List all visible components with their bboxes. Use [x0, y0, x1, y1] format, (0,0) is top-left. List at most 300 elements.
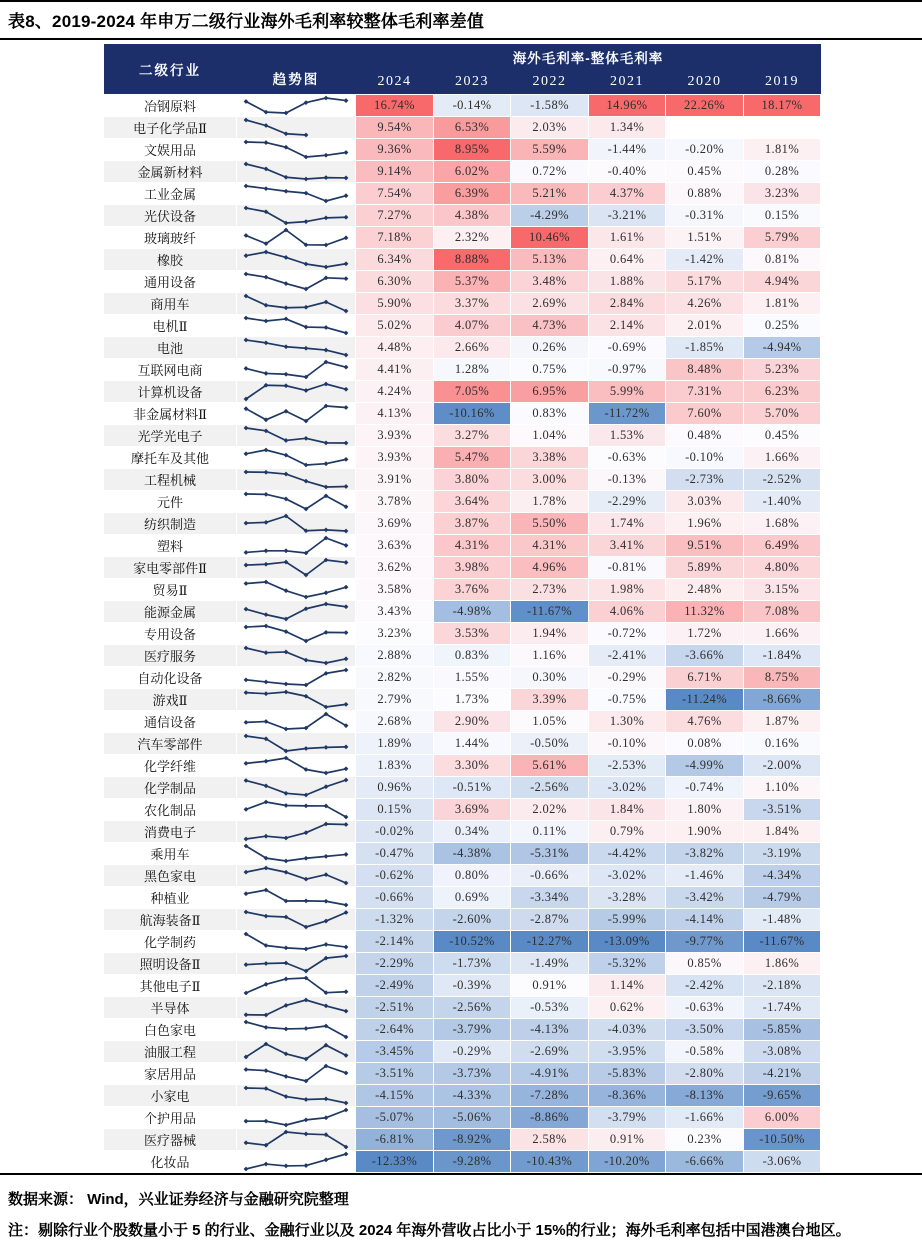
value-cell: -0.51%	[434, 777, 511, 799]
trend-sparkline	[240, 491, 352, 512]
value-cell: 0.26%	[511, 337, 589, 359]
overseas-margin-table	[103, 44, 821, 1173]
trend-cell	[237, 931, 356, 953]
sparkline-path	[246, 692, 346, 707]
value-cell: -12.27%	[511, 931, 589, 953]
value-cell: -2.53%	[589, 755, 666, 777]
value-cell: 6.30%	[356, 271, 434, 293]
value-cell: -4.38%	[434, 843, 511, 865]
value-cell: -10.50%	[744, 1129, 821, 1151]
table-row	[104, 689, 821, 711]
value-cell: -0.50%	[511, 733, 589, 755]
table-row	[104, 491, 821, 513]
trend-sparkline	[240, 1151, 352, 1172]
trend-sparkline	[240, 1107, 352, 1128]
value-cell: -3.19%	[744, 843, 821, 865]
value-cell: -2.41%	[589, 645, 666, 667]
value-cell: 2.88%	[356, 645, 434, 667]
value-cell: -8.92%	[434, 1129, 511, 1151]
sparkline-path	[246, 780, 346, 795]
value-cell: -4.13%	[511, 1019, 589, 1041]
trend-cell	[237, 689, 356, 711]
trend-cell	[237, 95, 356, 117]
industry-cell: 光伏设备	[104, 205, 237, 227]
industry-cell: 化学纤维	[104, 755, 237, 777]
trend-sparkline	[240, 227, 352, 248]
value-cell: 3.69%	[434, 799, 511, 821]
trend-cell	[237, 997, 356, 1019]
value-cell: 2.32%	[434, 227, 511, 249]
trend-cell	[237, 425, 356, 447]
table-row	[104, 1019, 821, 1041]
value-cell: 1.66%	[744, 447, 821, 469]
value-cell: 7.08%	[744, 601, 821, 623]
sparkline-path	[246, 340, 346, 355]
trend-cell	[237, 733, 356, 755]
industry-cell: 小家电	[104, 1085, 237, 1107]
value-cell: 3.43%	[356, 601, 434, 623]
trend-cell	[237, 909, 356, 931]
value-cell: 2.02%	[511, 799, 589, 821]
industry-cell: 玻璃玻纤	[104, 227, 237, 249]
value-cell: -1.66%	[666, 1107, 744, 1129]
sparkline-markers	[244, 294, 349, 314]
sparkline-path	[246, 604, 346, 619]
value-cell: 4.76%	[666, 711, 744, 733]
industry-cell: 通用设备	[104, 271, 237, 293]
sparkline-path	[246, 934, 346, 949]
value-cell: 2.90%	[434, 711, 511, 733]
industry-cell: 互联网电商	[104, 359, 237, 381]
value-cell: 3.76%	[434, 579, 511, 601]
value-cell: -2.29%	[589, 491, 666, 513]
trend-cell	[237, 469, 356, 491]
table-row	[104, 931, 821, 953]
trend-sparkline	[240, 821, 352, 842]
trend-sparkline	[240, 425, 352, 446]
sparkline-path	[246, 472, 346, 487]
trend-sparkline	[240, 909, 352, 930]
trend-cell	[237, 491, 356, 513]
value-cell: -11.67%	[511, 601, 589, 623]
value-cell: -4.29%	[511, 205, 589, 227]
trend-sparkline	[240, 711, 352, 732]
sparkline-path	[246, 1154, 346, 1169]
sparkline-markers	[244, 184, 349, 204]
value-cell: 0.91%	[589, 1129, 666, 1151]
value-cell: 1.80%	[666, 799, 744, 821]
value-cell: -4.99%	[666, 755, 744, 777]
value-cell: -0.39%	[434, 975, 511, 997]
table-row	[104, 755, 821, 777]
value-cell: 1.78%	[511, 491, 589, 513]
value-cell: 4.73%	[511, 315, 589, 337]
value-cell: -0.66%	[356, 887, 434, 909]
trend-cell	[237, 557, 356, 579]
industry-cell: 医疗器械	[104, 1129, 237, 1151]
sparkline-path	[246, 560, 346, 575]
footnotes	[0, 1175, 922, 1246]
sparkline-markers	[244, 1108, 349, 1128]
industry-cell: 橡胶	[104, 249, 237, 271]
sparkline-path	[246, 362, 346, 377]
column-header-2021: 2021	[589, 69, 666, 95]
value-cell: 10.46%	[511, 227, 589, 249]
sparkline-path	[246, 1022, 346, 1037]
value-cell: -2.18%	[744, 975, 821, 997]
table-row	[104, 777, 821, 799]
value-cell: -3.79%	[434, 1019, 511, 1041]
value-cell: -1.48%	[744, 909, 821, 931]
value-cell: -3.73%	[434, 1063, 511, 1085]
value-cell: 6.02%	[434, 161, 511, 183]
trend-sparkline	[240, 535, 352, 556]
industry-cell: 半导体	[104, 997, 237, 1019]
value-cell: 3.78%	[356, 491, 434, 513]
sparkline-path	[246, 384, 346, 399]
value-cell: -2.00%	[744, 755, 821, 777]
value-cell: -5.06%	[434, 1107, 511, 1129]
value-cell: 3.93%	[356, 425, 434, 447]
table-row	[104, 623, 821, 645]
trend-sparkline	[240, 161, 352, 182]
table-row	[104, 887, 821, 909]
value-cell: 6.23%	[744, 381, 821, 403]
data-source-line: 数据来源： Wind，兴业证券经济与金融研究院整理	[8, 1191, 349, 1208]
value-cell: 2.69%	[511, 293, 589, 315]
column-header-2020: 2020	[666, 69, 744, 95]
value-cell: 3.91%	[356, 469, 434, 491]
trend-cell	[237, 205, 356, 227]
value-cell: 4.24%	[356, 381, 434, 403]
industry-cell: 通信设备	[104, 711, 237, 733]
value-cell: -2.56%	[434, 997, 511, 1019]
value-cell: -3.95%	[589, 1041, 666, 1063]
sparkline-path	[246, 450, 346, 465]
value-cell: 4.13%	[356, 403, 434, 425]
industry-cell: 摩托车及其他	[104, 447, 237, 469]
value-cell: 1.98%	[589, 579, 666, 601]
table-row	[104, 183, 821, 205]
trend-sparkline	[240, 799, 352, 820]
table-body	[104, 95, 821, 1173]
industry-cell: 化妆品	[104, 1151, 237, 1173]
trend-sparkline	[240, 447, 352, 468]
trend-cell	[237, 777, 356, 799]
value-cell: 5.61%	[511, 755, 589, 777]
industry-cell: 计算机设备	[104, 381, 237, 403]
sparkline-path	[246, 978, 346, 993]
value-cell: -1.32%	[356, 909, 434, 931]
value-cell: -0.47%	[356, 843, 434, 865]
value-cell: -1.49%	[511, 953, 589, 975]
value-cell: 3.98%	[434, 557, 511, 579]
value-cell: 0.28%	[744, 161, 821, 183]
value-cell: 5.02%	[356, 315, 434, 337]
sparkline-path	[246, 1044, 346, 1059]
value-cell: -2.87%	[511, 909, 589, 931]
industry-cell: 自动化设备	[104, 667, 237, 689]
value-cell: 5.21%	[511, 183, 589, 205]
value-cell: -5.85%	[744, 1019, 821, 1041]
industry-cell: 工业金属	[104, 183, 237, 205]
value-cell: 0.45%	[744, 425, 821, 447]
table-row	[104, 1063, 821, 1085]
trend-sparkline	[240, 1085, 352, 1106]
trend-cell	[237, 227, 356, 249]
trend-cell	[237, 1019, 356, 1041]
trend-sparkline	[240, 315, 352, 336]
trend-cell	[237, 535, 356, 557]
value-cell: -0.75%	[589, 689, 666, 711]
sparkline-path	[246, 714, 346, 729]
value-cell: -4.91%	[511, 1063, 589, 1085]
sparkline-path	[246, 208, 346, 223]
table-row	[104, 469, 821, 491]
trend-cell	[237, 623, 356, 645]
value-cell: 4.31%	[511, 535, 589, 557]
table-row	[104, 821, 821, 843]
industry-cell: 家居用品	[104, 1063, 237, 1085]
value-cell: -2.73%	[666, 469, 744, 491]
value-cell: 4.07%	[434, 315, 511, 337]
value-cell: 0.11%	[511, 821, 589, 843]
value-cell: 0.64%	[589, 249, 666, 271]
value-cell: 2.79%	[356, 689, 434, 711]
table-row	[104, 293, 821, 315]
value-cell: -3.02%	[589, 777, 666, 799]
value-cell: 1.53%	[589, 425, 666, 447]
sparkline-path	[246, 1000, 346, 1015]
value-cell: -2.69%	[511, 1041, 589, 1063]
value-cell: -12.33%	[356, 1151, 434, 1173]
trend-cell	[237, 1107, 356, 1129]
trend-cell	[237, 381, 356, 403]
sparkline-markers	[244, 316, 349, 336]
value-cell: 1.66%	[744, 623, 821, 645]
industry-cell: 消费电子	[104, 821, 237, 843]
table-row	[104, 579, 821, 601]
value-cell: 1.87%	[744, 711, 821, 733]
value-cell: -10.16%	[434, 403, 511, 425]
value-cell: -1.84%	[744, 645, 821, 667]
value-cell: -0.63%	[589, 447, 666, 469]
value-cell: 0.91%	[511, 975, 589, 997]
column-header-2024: 2024	[356, 69, 434, 95]
value-cell: 3.53%	[434, 623, 511, 645]
value-cell: 4.31%	[434, 535, 511, 557]
sparkline-path	[246, 758, 346, 773]
value-cell: -4.94%	[744, 337, 821, 359]
value-cell: 0.30%	[511, 667, 589, 689]
value-cell: 6.39%	[434, 183, 511, 205]
trend-sparkline	[240, 645, 352, 666]
value-cell: 0.79%	[589, 821, 666, 843]
sparkline-path	[246, 890, 346, 905]
value-cell: 0.48%	[666, 425, 744, 447]
sparkline-path	[246, 406, 346, 421]
value-cell: 3.00%	[511, 469, 589, 491]
value-cell: -6.81%	[356, 1129, 434, 1151]
value-cell: 8.88%	[434, 249, 511, 271]
value-cell: 2.01%	[666, 315, 744, 337]
value-cell: -5.07%	[356, 1107, 434, 1129]
trend-cell	[237, 843, 356, 865]
value-cell: 5.90%	[356, 293, 434, 315]
value-cell: -2.51%	[356, 997, 434, 1019]
value-cell: -10.52%	[434, 931, 511, 953]
value-cell: 7.54%	[356, 183, 434, 205]
trend-cell	[237, 447, 356, 469]
value-cell: 8.95%	[434, 139, 511, 161]
value-cell: -0.10%	[589, 733, 666, 755]
note-line: 注：剔除行业个股数量小于 5 的行业、金融行业以及 2024 年海外营收占比小于 15%的行业；海外毛利率包括中国港澳台地区。	[8, 1222, 851, 1239]
trend-sparkline	[240, 931, 352, 952]
column-header-2023: 2023	[434, 69, 511, 95]
table-row	[104, 271, 821, 293]
industry-cell: 工程机械	[104, 469, 237, 491]
trend-sparkline	[240, 513, 352, 534]
table-row	[104, 359, 821, 381]
value-cell: 9.54%	[356, 117, 434, 139]
sparkline-markers	[244, 910, 349, 930]
value-cell: -0.63%	[666, 997, 744, 1019]
value-cell: 6.00%	[744, 1107, 821, 1129]
sparkline-path	[246, 670, 346, 685]
value-cell: -8.86%	[511, 1107, 589, 1129]
value-cell: -2.64%	[356, 1019, 434, 1041]
value-cell: -4.21%	[744, 1063, 821, 1085]
trend-cell	[237, 1041, 356, 1063]
sparkline-path	[246, 1088, 346, 1103]
value-cell: 3.48%	[511, 271, 589, 293]
value-cell: 6.95%	[511, 381, 589, 403]
value-cell: 5.13%	[511, 249, 589, 271]
value-cell: -1.58%	[511, 95, 589, 117]
industry-cell: 塑料	[104, 535, 237, 557]
value-cell: 3.39%	[511, 689, 589, 711]
trend-sparkline	[240, 249, 352, 270]
value-cell: -3.28%	[589, 887, 666, 909]
value-cell: 3.87%	[434, 513, 511, 535]
trend-sparkline	[240, 1129, 352, 1150]
trend-sparkline	[240, 623, 352, 644]
value-cell: 8.48%	[666, 359, 744, 381]
value-cell: 1.72%	[666, 623, 744, 645]
trend-sparkline	[240, 271, 352, 292]
value-cell: -2.42%	[666, 975, 744, 997]
value-cell: 1.84%	[589, 799, 666, 821]
value-cell: 0.15%	[744, 205, 821, 227]
value-cell: 5.47%	[434, 447, 511, 469]
sparkline-path	[246, 274, 346, 289]
value-cell: 18.17%	[744, 95, 821, 117]
value-cell: -6.66%	[666, 1151, 744, 1173]
value-cell: -3.02%	[589, 865, 666, 887]
table-row	[104, 645, 821, 667]
industry-cell: 乘用车	[104, 843, 237, 865]
value-cell: 4.41%	[356, 359, 434, 381]
table-row	[104, 535, 821, 557]
value-cell: 1.28%	[434, 359, 511, 381]
trend-sparkline	[240, 1041, 352, 1062]
sparkline-path	[246, 626, 346, 641]
trend-sparkline	[240, 95, 352, 116]
value-cell: -2.60%	[434, 909, 511, 931]
value-cell: 3.62%	[356, 557, 434, 579]
value-cell: -3.42%	[666, 887, 744, 909]
value-cell: -1.73%	[434, 953, 511, 975]
sparkline-path	[246, 186, 346, 201]
value-cell: 7.18%	[356, 227, 434, 249]
value-cell: -3.08%	[744, 1041, 821, 1063]
value-cell: -9.28%	[434, 1151, 511, 1173]
value-cell: -0.74%	[666, 777, 744, 799]
trend-cell	[237, 1151, 356, 1173]
value-cell: -11.24%	[666, 689, 744, 711]
value-cell: -2.14%	[356, 931, 434, 953]
value-cell: 1.55%	[434, 667, 511, 689]
trend-sparkline	[240, 733, 352, 754]
value-cell: 1.83%	[356, 755, 434, 777]
trend-cell	[237, 645, 356, 667]
value-cell: 9.51%	[666, 535, 744, 557]
value-cell: 5.50%	[511, 513, 589, 535]
value-cell: 1.89%	[356, 733, 434, 755]
value-cell: 3.93%	[356, 447, 434, 469]
sparkline-markers	[244, 382, 349, 402]
trend-sparkline	[240, 601, 352, 622]
value-cell: 2.66%	[434, 337, 511, 359]
table-row	[104, 249, 821, 271]
trend-sparkline	[240, 689, 352, 710]
value-cell: -3.51%	[744, 799, 821, 821]
industry-cell: 能源金属	[104, 601, 237, 623]
sparkline-markers	[244, 1042, 349, 1062]
value-cell: -4.15%	[356, 1085, 434, 1107]
value-cell: 1.88%	[589, 271, 666, 293]
value-cell: 1.30%	[589, 711, 666, 733]
trend-sparkline	[240, 403, 352, 424]
sparkline-path	[246, 846, 346, 861]
value-cell: -0.29%	[434, 1041, 511, 1063]
value-cell: -8.36%	[589, 1085, 666, 1107]
value-cell: -8.13%	[666, 1085, 744, 1107]
value-cell: -13.09%	[589, 931, 666, 953]
value-cell: -11.72%	[589, 403, 666, 425]
value-cell: 9.36%	[356, 139, 434, 161]
table-row	[104, 227, 821, 249]
industry-cell: 专用设备	[104, 623, 237, 645]
trend-sparkline	[240, 359, 352, 380]
industry-cell: 元件	[104, 491, 237, 513]
trend-cell	[237, 249, 356, 271]
value-cell: 14.96%	[589, 95, 666, 117]
trend-cell	[237, 293, 356, 315]
industry-cell: 其他电子Ⅱ	[104, 975, 237, 997]
value-cell	[744, 117, 821, 139]
trend-sparkline	[240, 117, 352, 138]
table-row	[104, 711, 821, 733]
value-cell: 1.61%	[589, 227, 666, 249]
value-cell: 3.37%	[434, 293, 511, 315]
value-cell: 4.06%	[589, 601, 666, 623]
value-cell: 2.82%	[356, 667, 434, 689]
value-cell: -0.97%	[589, 359, 666, 381]
value-cell: 4.26%	[666, 293, 744, 315]
sparkline-path	[246, 120, 306, 135]
value-cell: 3.41%	[589, 535, 666, 557]
